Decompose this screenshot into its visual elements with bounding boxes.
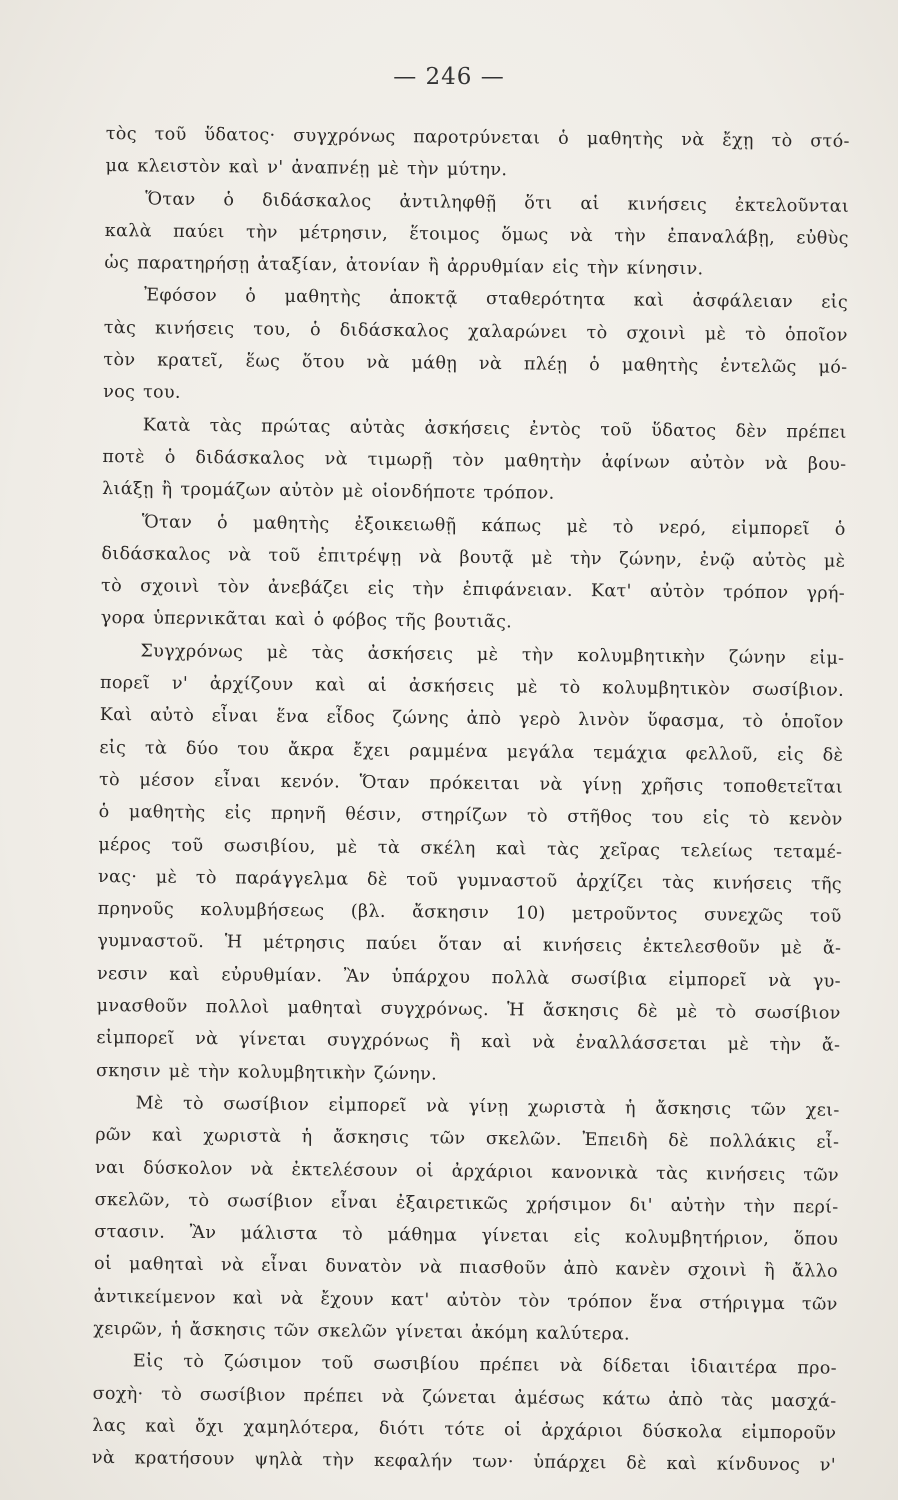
text-line: διδάσκαλος νὰ τοῦ ἐπιτρέψῃ νὰ βουτᾷ μὲ τὴν ζώνην, ἐνῷ αὐτὸς μὲ <box>101 543 846 572</box>
text-line: Ὅταν ὁ διδάσκαλος ἀντιληφθῇ ὅτι αἱ κινήσεις ἐκτελοῦνται <box>145 189 850 217</box>
text-line: μνασθοῦν πολλοὶ μαθηταὶ συγχρόνως. Ἡ ἄσκησις δὲ μὲ τὸ σωσίβιον <box>96 995 841 1024</box>
text-line: γορα ὑπερνικᾶται καὶ ὁ φόβος τῆς βουτιᾶς. <box>100 608 513 633</box>
text-line: πρηνοῦς κολυμβήσεως (βλ. ἄσκησιν 10) μετροῦντος συνεχῶς τοῦ <box>97 899 842 927</box>
text-line: μέρος τοῦ σωσιβίου, μὲ τὰ σκέλη καὶ τὰς χεῖρας τελείως τεταμέ- <box>98 834 843 863</box>
text-line: τὰς κινήσεις του, ὁ διδάσκαλος χαλαρώνει τὸ σχοινὶ μὲ τὸ ὁποῖον <box>103 317 848 346</box>
text-line: ναι δύσκολον νὰ ἐκτελέσουν οἱ ἀρχάριοι κανονικὰ τὰς κινήσεις τῶν <box>94 1157 840 1186</box>
text-line: νεσιν καὶ εὐρυθμίαν. Ἂν ὑπάρχου πολλὰ σωσίβια εἰμπορεῖ νὰ γυ- <box>96 963 842 992</box>
text-line: ὁ μαθητὴς εἰς πρηνῆ θέσιν, στηρίζων τὸ στῆθος του εἰς τὸ κενὸν <box>98 802 843 830</box>
text-line: ρῶν καὶ χωριστὰ ἡ ἄσκησις τῶν σκελῶν. Ἐπειδὴ δὲ πολλάκις εἶ- <box>95 1125 840 1153</box>
text-line: σκησιν μὲ τὴν κολυμβητικὴν ζώνην. <box>95 1060 438 1085</box>
text-line: σκελῶν, τὸ σωσίβιον εἶναι ἐξαιρετικῶς χρήσιμον δι' αὐτὴν τὴν περί- <box>94 1189 839 1218</box>
text-line: χειρῶν, ἡ ἄσκησις τῶν σκελῶν γίνεται ἀκόμη καλύτερα. <box>93 1318 631 1345</box>
text-line: τὸν κρατεῖ, ἕως ὅτου νὰ μάθῃ νὰ πλέῃ ὁ μαθητὴς ἐντελῶς μό- <box>103 350 848 378</box>
text-line: εἰς τὰ δύο του ἄκρα ἔχει ραμμένα μεγάλα τεμάχια φελλοῦ, εἰς δὲ <box>99 737 844 766</box>
text-line: σοχὴ· τὸ σωσίβιον πρέπει νὰ ζώνεται ἀμέσως κάτω ἀπὸ τὰς μασχά- <box>92 1383 837 1412</box>
text-line: νος του. <box>103 382 181 404</box>
text-line: στασιν. Ἂν μάλιστα τὸ μάθημα γίνεται εἰς κολυμβητήριον, ὅπου <box>94 1222 839 1250</box>
text-line: τὸς τοῦ ὕδατος· συγχρόνως παροτρύνεται ὁ μαθητὴς νὰ ἔχῃ τὸ στό- <box>105 123 850 152</box>
text-line: τὸ σχοινὶ τὸν ἀνεβάζει εἰς τὴν ἐπιφάνειαν. Κατ' αὐτὸν τρόπον γρή- <box>100 576 846 604</box>
page-number: — 246 — <box>393 64 505 90</box>
text-line: εἰμπορεῖ νὰ γίνεται συγχρόνως ἢ καὶ νὰ ἐναλλάσσεται μὲ τὴν ἄ- <box>96 1028 841 1057</box>
text-line: Καὶ αὐτὸ εἶναι ἕνα εἶδος ζώνης ἀπὸ γερὸ λινὸν ὕφασμα, τὸ ὁποῖον <box>99 705 844 734</box>
text-line: ποτὲ ὁ διδάσκαλος νὰ τιμωρῇ τὸν μαθητὴν ἀφίνων αὐτὸν νὰ βου- <box>102 446 847 475</box>
text-line: καλὰ παύει τὴν μέτρησιν, ἕτοιμος ὅμως νὰ τὴν ἐπαναλάβῃ, εὐθὺς <box>104 220 849 249</box>
text-line: νας· μὲ τὸ παράγγελμα δὲ τοῦ γυμναστοῦ ἀρχίζει τὰς κινήσεις τῆς <box>97 866 843 895</box>
text-line: Ὅταν ὁ μαθητὴς ἐξοικειωθῇ κάπως μὲ τὸ νερό, εἰμπορεῖ ὁ <box>141 511 846 540</box>
text-line: πορεῖ ν' ἀρχίζουν καὶ αἱ ἀσκήσεις μὲ τὸ κολυμβητικὸν σωσίβιον. <box>99 673 845 701</box>
text-line: ἀντικείμενον καὶ νὰ ἔχουν κατ' αὐτὸν τὸν τρόπον ἕνα στήριγμα τῶν <box>93 1286 838 1315</box>
text-line: ὡς παρατηρήσῃ ἀταξίαν, ἀτονίαν ἢ ἀρρυθμίαν εἰς τὴν κίνησιν. <box>104 253 704 280</box>
text-line: λιάξῃ ἢ τρομάζων αὐτὸν μὲ οἱονδήποτε τρόπον. <box>102 479 555 504</box>
text-line: τὸ μέσον εἶναι κενόν. Ὅταν πρόκειται νὰ γίνῃ χρῆσις τοποθετεῖται <box>98 769 844 798</box>
text-line: Συγχρόνως μὲ τὰς ἀσκήσεις μὲ τὴν κολυμβητικὴν ζώνην εἰμ- <box>140 641 845 669</box>
text-line: Κατὰ τὰς πρώτας αὐτὰς ἀσκήσεις ἐντὸς τοῦ ὕδατος δὲν πρέπει <box>142 415 847 443</box>
text-line: Μὲ τὸ σωσίβιον εἰμπορεῖ νὰ γίνῃ χωριστὰ ἡ ἄσκησις τῶν χει- <box>135 1093 840 1121</box>
text-line: μα κλειστὸν καὶ ν' ἀναπνέῃ μὲ τὴν μύτην. <box>105 156 508 181</box>
text-line: νὰ κρατήσουν ψηλὰ τὴν κεφαλήν των· ὑπάρχει δὲ καὶ κίνδυνος ν' <box>91 1448 837 1476</box>
text-line: λας καὶ ὄχι χαμηλότερα, διότι τότε οἱ ἀρχάριοι δύσκολα εἰμποροῦν <box>92 1415 837 1444</box>
body-text <box>92 118 850 1482</box>
text-line: οἱ μαθηταὶ νὰ εἶναι δυνατὸν νὰ πιασθοῦν ἀπὸ κανὲν σχοινὶ ἢ ἄλλο <box>93 1254 839 1283</box>
text-line: γυμναστοῦ. Ἡ μέτρησις παύει ὅταν αἱ κινήσεις ἐκτελεσθοῦν μὲ ἄ- <box>97 931 842 960</box>
text-line: Εἰς τὸ ζώσιμον τοῦ σωσιβίου πρέπει νὰ δίδεται ἰδιαιτέρα προ- <box>132 1351 838 1380</box>
text-line: Ἐφόσον ὁ μαθητὴς ἀποκτᾷ σταθερότητα καὶ ἀσφάλειαν εἰς <box>144 285 849 314</box>
